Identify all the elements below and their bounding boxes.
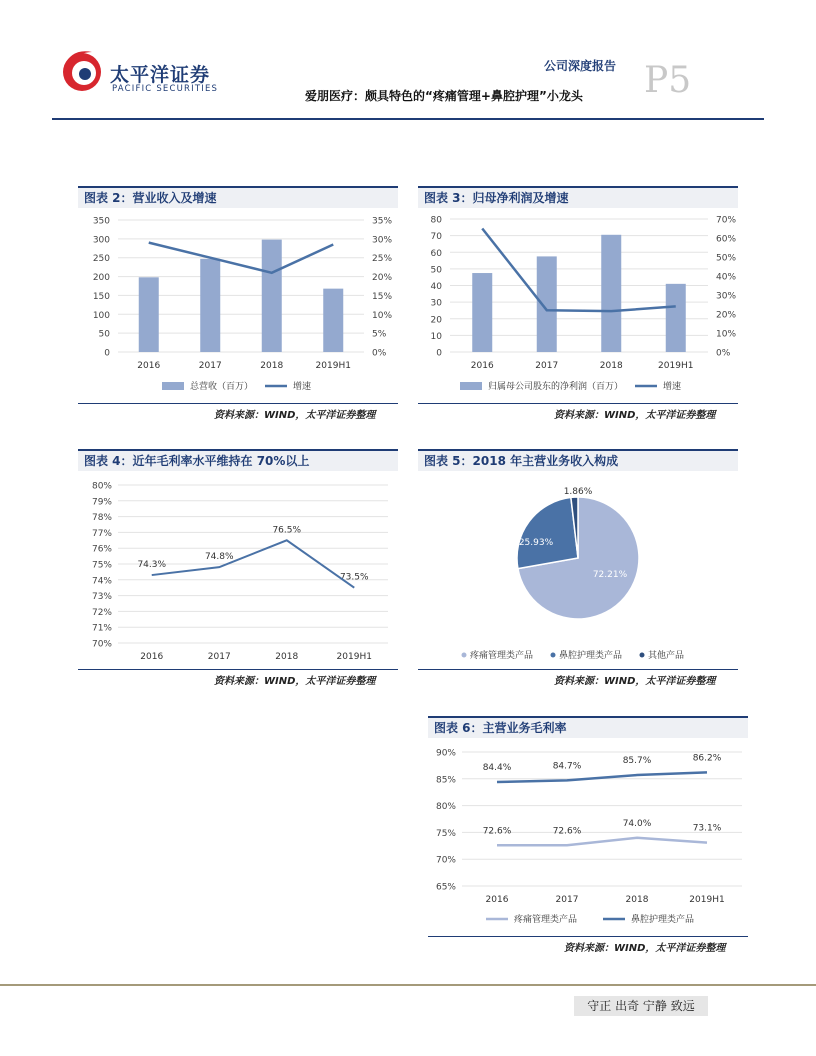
y-tick-label: 70% (435, 855, 456, 866)
y-tick-label: 79% (91, 497, 112, 508)
x-tick-label: 2017 (535, 361, 559, 371)
y-tick-label-left: 80 (430, 215, 442, 226)
x-tick-label: 2016 (140, 652, 164, 662)
y-tick-label: 85% (435, 775, 456, 786)
y-tick-label: 77% (91, 528, 112, 539)
x-tick-label: 2016 (470, 361, 494, 371)
bar (537, 256, 557, 352)
y-tick-label: 70% (91, 639, 112, 650)
legend-label: 归属母公司股东的净利润（百万） (488, 382, 624, 392)
figure-3-header (418, 186, 738, 208)
legend-marker (640, 653, 645, 658)
x-tick-label: 2017 (555, 895, 579, 905)
data-label: 74.8% (204, 552, 234, 563)
page-number: P5 (644, 60, 692, 101)
gross-margin-chart (78, 471, 398, 667)
net-profit-growth-chart (418, 208, 738, 400)
figure-6-title: 图表 6：主营业务毛利率 (434, 721, 567, 735)
x-tick-label: 2019H1 (315, 361, 351, 371)
figure-5 (418, 449, 738, 471)
y-tick-label-right: 5% (372, 329, 387, 340)
x-tick-label: 2019H1 (689, 895, 725, 905)
figure-2-source: 资料来源：WIND，太平洋证券整理 (214, 410, 376, 421)
figure-4 (78, 449, 398, 471)
x-tick-label: 2018 (260, 361, 284, 371)
figure-6-header (428, 716, 748, 738)
y-tick-label-right: 35% (372, 216, 393, 227)
legend-label: 总营收（百万） (190, 382, 254, 392)
y-tick-label: 72% (91, 607, 112, 618)
figure-4-bottom-rule (78, 669, 398, 670)
y-tick-label-right: 10% (372, 310, 393, 321)
figure-6 (428, 716, 748, 738)
x-tick-label: 2016 (137, 361, 161, 371)
figure-4-header (78, 449, 398, 471)
y-tick-label-left: 10 (430, 331, 442, 342)
series-line (497, 772, 707, 782)
y-tick-label-right: 60% (716, 234, 737, 245)
header-divider (52, 118, 764, 120)
figure-3-bottom-rule (418, 403, 738, 404)
y-tick-label-right: 70% (716, 215, 737, 226)
y-tick-label: 74% (91, 576, 112, 587)
legend-swatch-bar (460, 382, 482, 390)
bar (200, 259, 220, 352)
growth-line (482, 229, 676, 312)
data-label: 76.5% (272, 525, 302, 536)
bar (472, 273, 492, 352)
data-label: 84.7% (552, 761, 582, 772)
y-tick-label-left: 50 (98, 329, 110, 340)
figure-5-title: 图表 5：2018 年主营业务收入构成 (424, 454, 619, 468)
legend-swatch-bar (162, 382, 184, 390)
y-tick-label: 90% (435, 748, 456, 759)
y-tick-label-left: 50 (430, 265, 442, 276)
y-tick-label-right: 40% (716, 272, 737, 283)
pie-slice (517, 497, 578, 568)
y-tick-label-right: 15% (372, 291, 393, 302)
bar (139, 277, 159, 352)
y-tick-label-right: 0% (372, 348, 387, 359)
y-tick-label-right: 30% (716, 291, 737, 302)
y-tick-label-left: 60 (430, 248, 442, 259)
figure-3-title: 图表 3：归母净利润及增速 (424, 191, 569, 205)
figure-2-title: 图表 2：营业收入及增速 (84, 191, 217, 205)
y-tick-label-right: 50% (716, 253, 737, 264)
y-tick-label: 73% (91, 592, 112, 603)
y-tick-label-left: 100 (92, 310, 110, 321)
legend-label: 增速 (663, 382, 682, 392)
legend-label: 鼻腔护理类产品 (559, 651, 623, 661)
x-tick-label: 2018 (625, 895, 649, 905)
data-label: 73.1% (692, 823, 722, 834)
figure-2-bottom-rule (78, 403, 398, 404)
x-tick-label: 2017 (207, 652, 231, 662)
company-logo-icon (58, 46, 102, 94)
logo-chinese-name: 太平洋证券 (110, 64, 211, 86)
figure-6-source: 资料来源：WIND，太平洋证券整理 (564, 943, 726, 954)
data-label: 72.6% (482, 826, 512, 837)
data-label: 74.3% (137, 560, 167, 571)
data-label: 84.4% (482, 763, 512, 774)
y-tick-label-left: 40 (430, 282, 442, 292)
data-label: 86.2% (692, 753, 722, 764)
legend-label: 鼻腔护理类产品 (631, 915, 695, 925)
x-tick-label: 2017 (198, 361, 222, 371)
data-label: 85.7% (622, 756, 652, 767)
bar (601, 235, 621, 352)
y-tick-label: 80% (435, 802, 456, 813)
y-tick-label-left: 200 (92, 273, 110, 284)
figure-5-header (418, 449, 738, 471)
x-tick-label: 2018 (599, 361, 623, 371)
y-tick-label-left: 250 (92, 254, 110, 265)
segment-gross-margin-chart (428, 738, 748, 934)
y-tick-label-right: 30% (372, 235, 393, 246)
y-tick-label: 75% (435, 828, 456, 839)
legend-marker (462, 653, 467, 658)
y-tick-label: 80% (91, 481, 112, 492)
legend-marker (551, 653, 556, 658)
bar (262, 240, 282, 352)
series-line (497, 838, 707, 846)
y-tick-label-left: 300 (92, 235, 110, 246)
footer-motto: 守正 出奇 宁静 致远 (574, 996, 708, 1016)
figure-2-header (78, 186, 398, 208)
y-tick-label-left: 30 (430, 298, 442, 309)
footer-divider (0, 984, 816, 986)
data-label: 72.6% (552, 826, 582, 837)
pie-data-label: 25.93% (518, 538, 554, 548)
data-label: 74.0% (622, 818, 652, 829)
figure-5-source: 资料来源：WIND，太平洋证券整理 (554, 676, 716, 687)
bar (323, 289, 343, 352)
y-tick-label-right: 25% (372, 254, 393, 265)
legend-label: 疼痛管理类产品 (514, 915, 578, 925)
logo-english-name: PACIFIC SECURITIES (112, 84, 219, 94)
pie-data-label: 1.86% (563, 487, 593, 497)
pie-data-label: 72.21% (592, 570, 628, 580)
y-tick-label-left: 150 (92, 291, 110, 302)
y-tick-label-right: 0% (716, 348, 731, 359)
figure-3 (418, 186, 738, 208)
y-tick-label-right: 20% (372, 273, 393, 284)
x-tick-label: 2016 (485, 895, 509, 905)
figure-4-title: 图表 4：近年毛利率水平维持在 70%以上 (84, 454, 310, 468)
legend-label: 增速 (293, 382, 312, 392)
y-tick-label: 75% (91, 560, 112, 571)
data-label: 73.5% (339, 572, 369, 583)
y-tick-label: 65% (435, 882, 456, 893)
y-tick-label-right: 20% (716, 310, 737, 321)
y-tick-label-right: 10% (716, 329, 737, 340)
legend-label: 其他产品 (648, 651, 685, 661)
x-tick-label: 2019H1 (336, 652, 372, 662)
y-tick-label-left: 0 (436, 348, 442, 359)
figure-2 (78, 186, 398, 208)
y-tick-label: 76% (91, 544, 112, 555)
report-type-label: 公司深度报告 (544, 59, 617, 73)
x-tick-label: 2019H1 (658, 361, 694, 371)
revenue-growth-chart (78, 208, 398, 400)
y-tick-label: 78% (91, 513, 112, 524)
report-title: 爱朋医疗：颇具特色的“疼痛管理+鼻腔护理”小龙头 (305, 89, 583, 103)
legend-label: 疼痛管理类产品 (470, 651, 534, 661)
figure-3-source: 资料来源：WIND，太平洋证券整理 (554, 410, 716, 421)
revenue-composition-pie (418, 471, 738, 667)
bar (666, 284, 686, 352)
y-tick-label: 71% (91, 623, 112, 634)
y-tick-label-left: 350 (92, 216, 110, 227)
figure-6-bottom-rule (428, 936, 748, 937)
figure-5-bottom-rule (418, 669, 738, 670)
y-tick-label-left: 0 (104, 348, 110, 359)
y-tick-label-left: 70 (430, 232, 442, 243)
x-tick-label: 2018 (275, 652, 299, 662)
figure-4-source: 资料来源：WIND，太平洋证券整理 (214, 676, 376, 687)
y-tick-label-left: 20 (430, 315, 442, 326)
